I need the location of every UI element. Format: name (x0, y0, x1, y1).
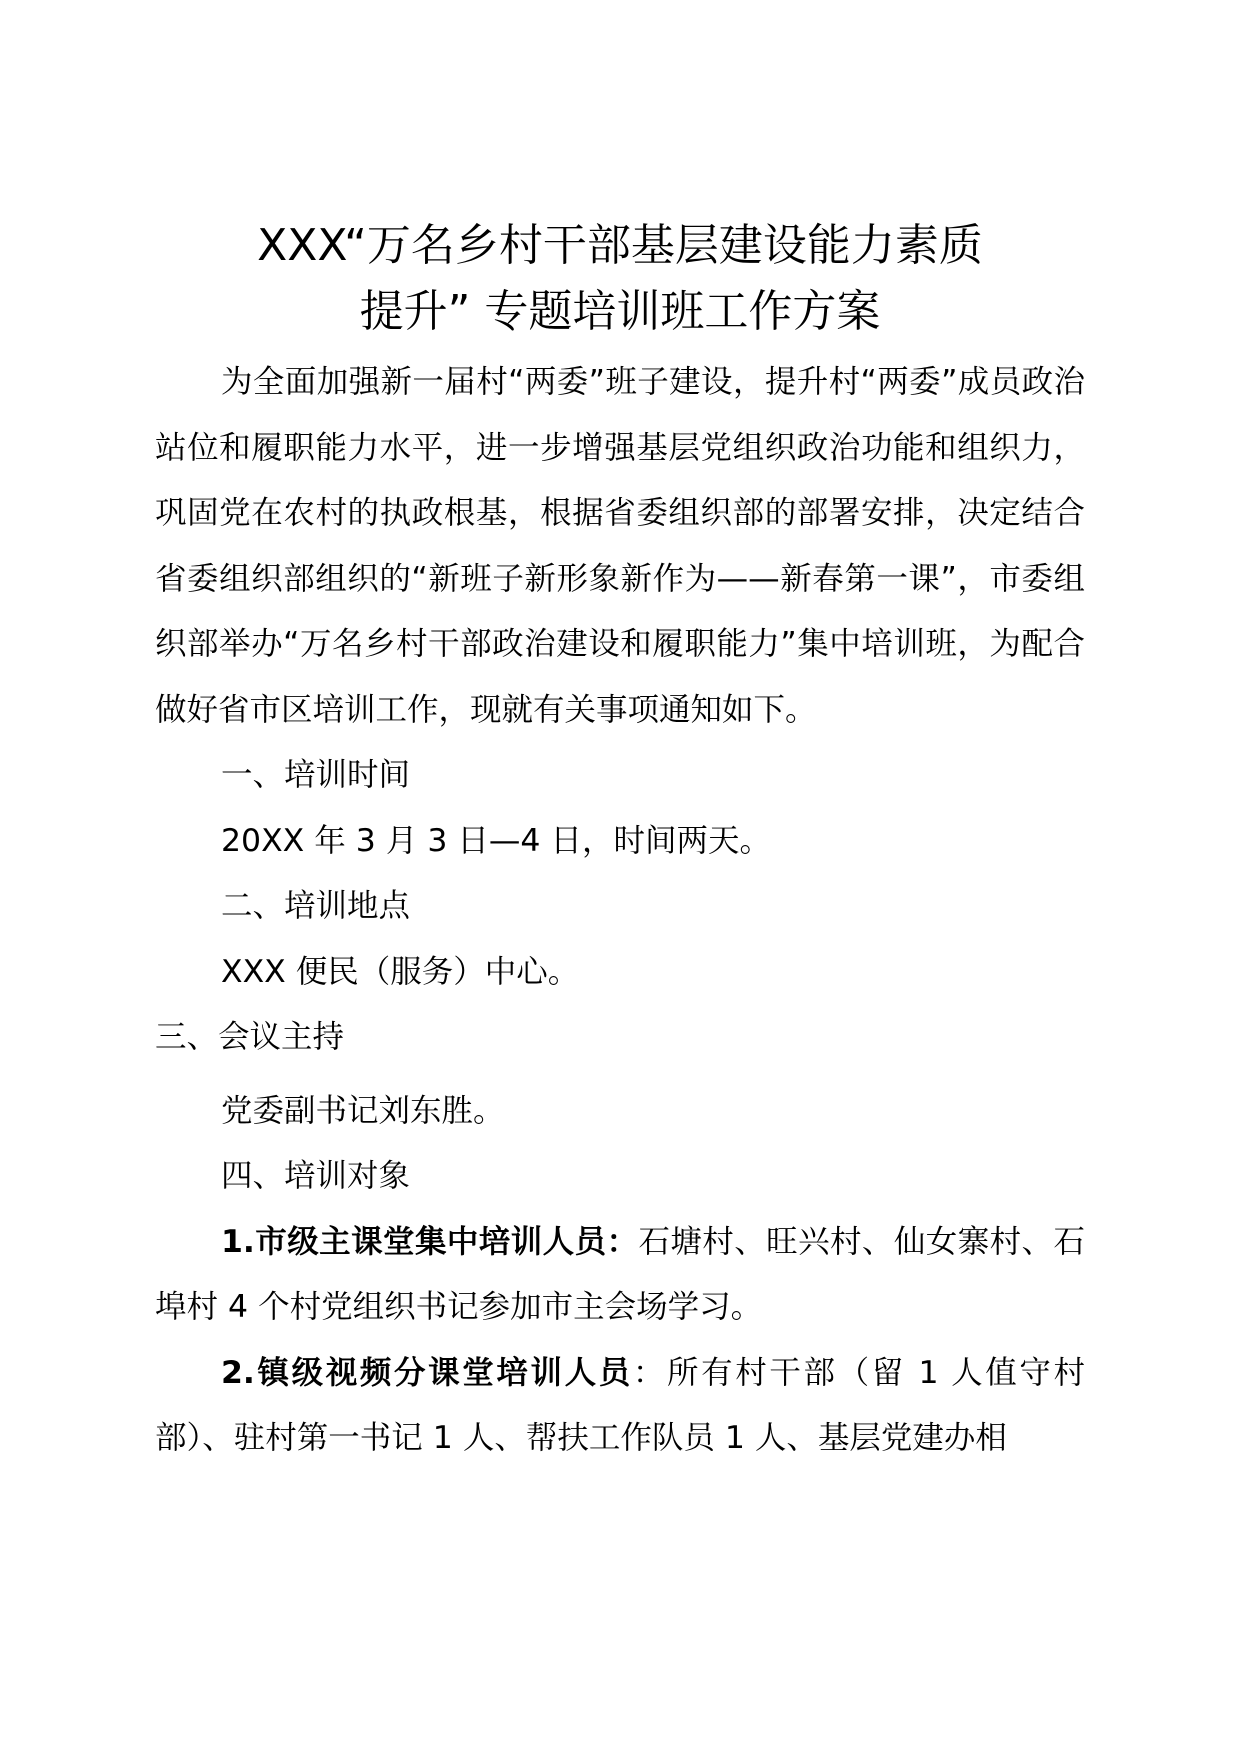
document-body (155, 350, 1085, 1472)
section-heading-host: 三、会议主持 (155, 1019, 345, 1055)
participant-item-1-text: 石塘村、旺兴村、仙女寨村、石埠村 4 个村党组织书记参加市主会场学习。 (155, 1223, 1085, 1325)
document-title-line-1: XXX“万名乡村干部基层建设能力素质 (257, 220, 983, 271)
participant-item-2-text: ：所有村干部（留 1 人值守村部）、驻村第一书记 1 人、帮扶工作队员 1 人、基层党建办相 (155, 1354, 1085, 1456)
meeting-host: 党委副书记刘东胜。 (221, 1092, 505, 1129)
participant-item-2 (155, 1341, 1085, 1472)
intro-paragraph: 为全面加强新一届村“两委”班子建设，提升村“两委”成员政治站位和履职能力水平，进一步增强基层党组织政治功能和组织力，巩固党在农村的执政根基，根据省委组织部的部署安排，决定结合省委组织部组织的“新班子新形象新作为——新春第一课”，市委组织部举办“万名乡村干部政治建设和履职能力”集中培训班，为配合做好省市区培训工作，现就有关事项通知如下。 (155, 364, 1085, 728)
section-heading-time: 一、培训时间 (221, 757, 411, 793)
section-heading-location: 二、培训地点 (221, 888, 411, 924)
participant-item-1-label: 1.市级主课堂集中培训人员： (221, 1223, 639, 1260)
participant-item-1 (155, 1210, 1085, 1341)
training-location: XXX 便民（服务）中心。 (221, 953, 580, 990)
participant-item-2-label: 2.镇级视频分课堂培训人员 (221, 1354, 633, 1391)
section-heading-participants: 四、培训对象 (221, 1158, 411, 1194)
document-title-line-2: 提升” 专题培训班工作方案 (359, 286, 881, 337)
training-time: 20XX 年 3 月 3 日—4 日，时间两天。 (221, 822, 771, 859)
